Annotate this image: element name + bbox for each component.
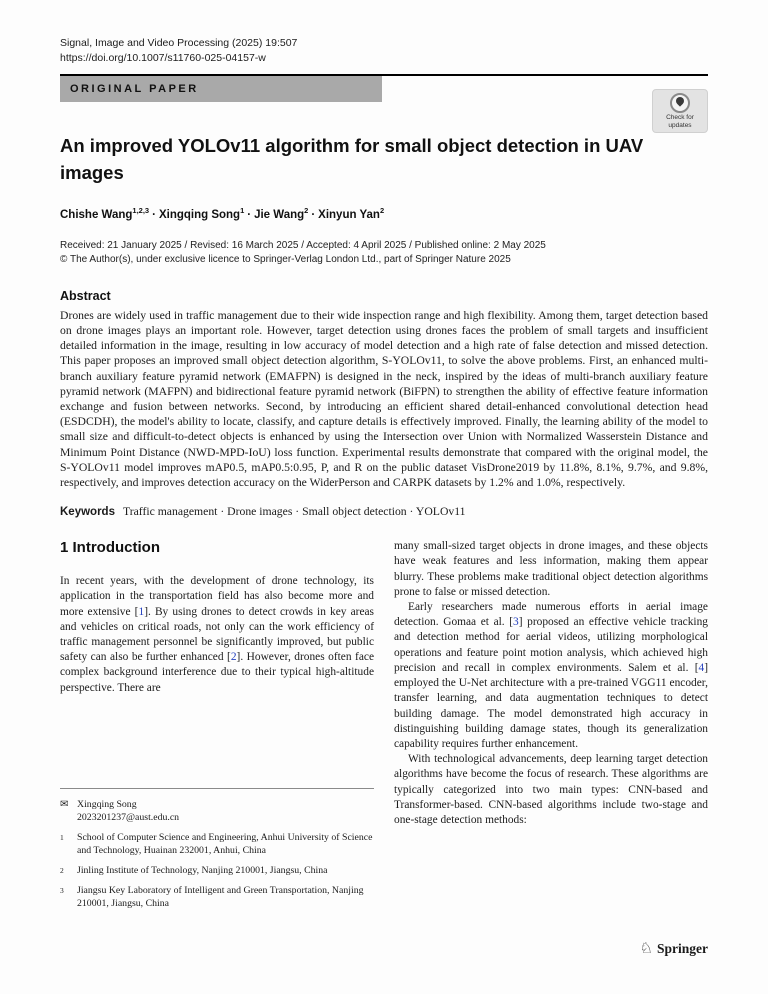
- intro-p2-text: Early researchers made numerous efforts in aerial image detection. Gomaa et al. [: [394, 601, 708, 629]
- abstract-body: Drones are widely used in traffic management due to their wide inspection range and high flexibility. Among them, target detection based on drone images plays an important role. However, target detection using drones faces the problem of small targets and insufficient detailed information in the image, resulting in low accuracy of model detection and a high rate of false detection and missed detection. This paper proposes an improved small object detection algorithm, S-YOLOv11, to solve the above problems. First, an enhanced multi-branch auxiliary feature pyramid network (EMAFPN) is designed in the neck, inspired by the ideas of multi-branch auxiliary feature pyramid network (MAFPN) and bidirectional feature pyramid network (BiFPN) to strengthen the ability of effective feature information exchange and fusion between networks. Second, by introducing an efficient shared detail-enhanced convolutional detection head (ESDCDH), the model's ability to locate, classify, and capture details is effectively improved. Finally, the learning ability of the model to small size and difficult-to-detect objects is enhanced by using the Intersection over Union with Normalized Wasserstein Distance and Minimum Point Distance (NWD-MPD-IoU) loss function. Experimental results demonstrate that compared with the original model, the S-YOLOv11 model improves mAP0.5, mAP0.5:0.95, P, and R on the public dataset VisDrone2019 by 11.8%, 8.1%, 9.7%, and 9.8%, respectively, and improves detection accuracy on the WiderPerson and CARPK datasets by 1.2% and 1.0%, respectively.: [60, 308, 708, 490]
- keywords-value: Traffic management · Drone images · Small object detection · YOLOv11: [122, 505, 466, 519]
- citation-link-2[interactable]: 2: [230, 651, 237, 664]
- intro-p2-text: ] employed the U-Net architecture with a pre-trained VGG11 encoder, transfer learning, and data augmentation techniques to detect building damage. The model demonstrated high accuracy in distinguishing building damage states, though its generalization capability requires further enhancement.: [394, 661, 708, 750]
- author-list: [60, 206, 708, 221]
- footnote-block: [60, 788, 374, 917]
- intro-p2-text: ] proposed an effective vehicle tracking and detection method for aerial videos, utilizing morphological operations and feature point motion analysis, which achieved high precision and recall in complex environments. Salem et al. [: [394, 616, 708, 674]
- author-2: Xingqing Song$^1$: [158, 206, 245, 221]
- keywords-line: [60, 505, 708, 518]
- doi-link[interactable]: https://doi.org/10.1007/s11760-025-04157-w: [60, 52, 266, 64]
- check-for-updates-button[interactable]: [652, 89, 708, 133]
- affiliation-3-text: Jiangsu Key Laboratory of Intelligent and Green Transportation, Nanjing 210001, Jiangsu, China: [77, 885, 364, 910]
- two-column-body: [60, 539, 708, 917]
- affiliation-3-marker: 3: [60, 886, 64, 896]
- article-type-bar: [60, 76, 382, 102]
- keywords-label: Keywords: [60, 506, 115, 519]
- citation-link-1[interactable]: 1: [138, 605, 145, 618]
- intro-paragraph-1-continued: many small-sized target objects in drone images, and these objects have weak features and less information, making them appear blurry. These problems make traditional object detection algorithms prone to false or missed detection.: [394, 540, 708, 598]
- affiliation-entry: [60, 831, 374, 857]
- section-heading-introduction: 1 Introduction: [60, 539, 160, 557]
- intro-paragraph-1: [60, 574, 374, 696]
- check-updates-label-line2: updates: [668, 121, 692, 129]
- check-updates-icon: [670, 93, 690, 113]
- affiliation-1-marker: 1: [60, 833, 64, 843]
- left-column: [60, 539, 374, 917]
- author-separator: ·: [311, 208, 316, 221]
- author-4: Xinyun Yan$^2$: [318, 206, 385, 221]
- citation-link-3[interactable]: 3: [513, 616, 519, 629]
- page-title: An improved YOLOv11 algorithm for small object detection in UAV images: [60, 135, 644, 183]
- journal-citation: Signal, Image and Video Processing (2025) 19:507: [60, 37, 298, 49]
- author-1: Chishe Wang$^{1,2,3}$: [60, 206, 150, 221]
- envelope-icon: ✉: [60, 799, 69, 811]
- received-revised-line: Received: 21 January 2025 / Revised: 16 March 2025 / Accepted: 4 April 2025 / Published online: 2 May 2025: [60, 239, 546, 251]
- author-3: Jie Wang$^2$: [254, 206, 309, 221]
- author-4-affil-sup: 2: [379, 206, 385, 215]
- author-1-affil-sup: 1,2,3: [132, 206, 150, 215]
- header-rule: [60, 74, 708, 129]
- corresponding-author-email[interactable]: 2023201237@aust.edu.cn: [77, 812, 180, 824]
- springer-wordmark: Springer: [656, 940, 708, 956]
- springer-logo-icon: ♘: [639, 941, 653, 957]
- author-3-affil-sup: 2: [304, 206, 309, 215]
- journal-header: [60, 36, 708, 66]
- citation-link-4[interactable]: 4: [698, 661, 705, 674]
- intro-p1-text: ]. By using drones to detect crowds in key areas and vehicles on critical roads, not only can the work efficiency of traffic management personnel be significantly improved, but public safety can also be further enhanced [: [60, 605, 374, 664]
- article-type-label: ORIGINAL PAPER: [70, 83, 199, 95]
- publisher-footer: [640, 939, 708, 958]
- affiliation-2-marker: 2: [60, 866, 64, 876]
- affiliation-2-text: Jinling Institute of Technology, Nanjing 210001, Jiangsu, China: [77, 865, 328, 877]
- correspondence-entry: [60, 798, 374, 824]
- intro-paragraph-2: [394, 600, 708, 752]
- copyright-line: © The Author(s), under exclusive licence to Springer-Verlag London Ltd., part of Springer Nature 2025: [60, 254, 511, 266]
- intro-paragraph-3: With technological advancements, deep learning target detection algorithms have become the focus of research. These algorithms are typically categorized into two main types: CNN-based and Transformer-based. CNN-based algorithms include two-stage and one-stage detection methods:: [394, 753, 708, 826]
- author-separator: ·: [152, 208, 156, 221]
- author-2-affil-sup: 1: [240, 206, 245, 215]
- affiliation-entry: [60, 884, 374, 910]
- intro-p1-text: In recent years, with the development of drone technology, its application in the transportation field has also become more and more extensive [: [60, 575, 374, 618]
- article-history: [60, 239, 708, 268]
- check-updates-label-line1: Check for: [666, 114, 694, 121]
- affiliation-1-text: School of Computer Science and Engineering, Anhui University of Science and Technology, Huainan 232001, Anhui, China: [77, 832, 373, 857]
- intro-p1-text: ]. However, drones often face complex background interference due to their typical high-altitude perspective. There are: [60, 651, 374, 694]
- abstract-heading: Abstract: [60, 288, 111, 303]
- corresponding-author-name: Xingqing Song: [77, 799, 137, 811]
- affiliation-entry: [60, 864, 374, 877]
- author-separator: ·: [247, 208, 252, 221]
- right-column: [394, 539, 708, 917]
